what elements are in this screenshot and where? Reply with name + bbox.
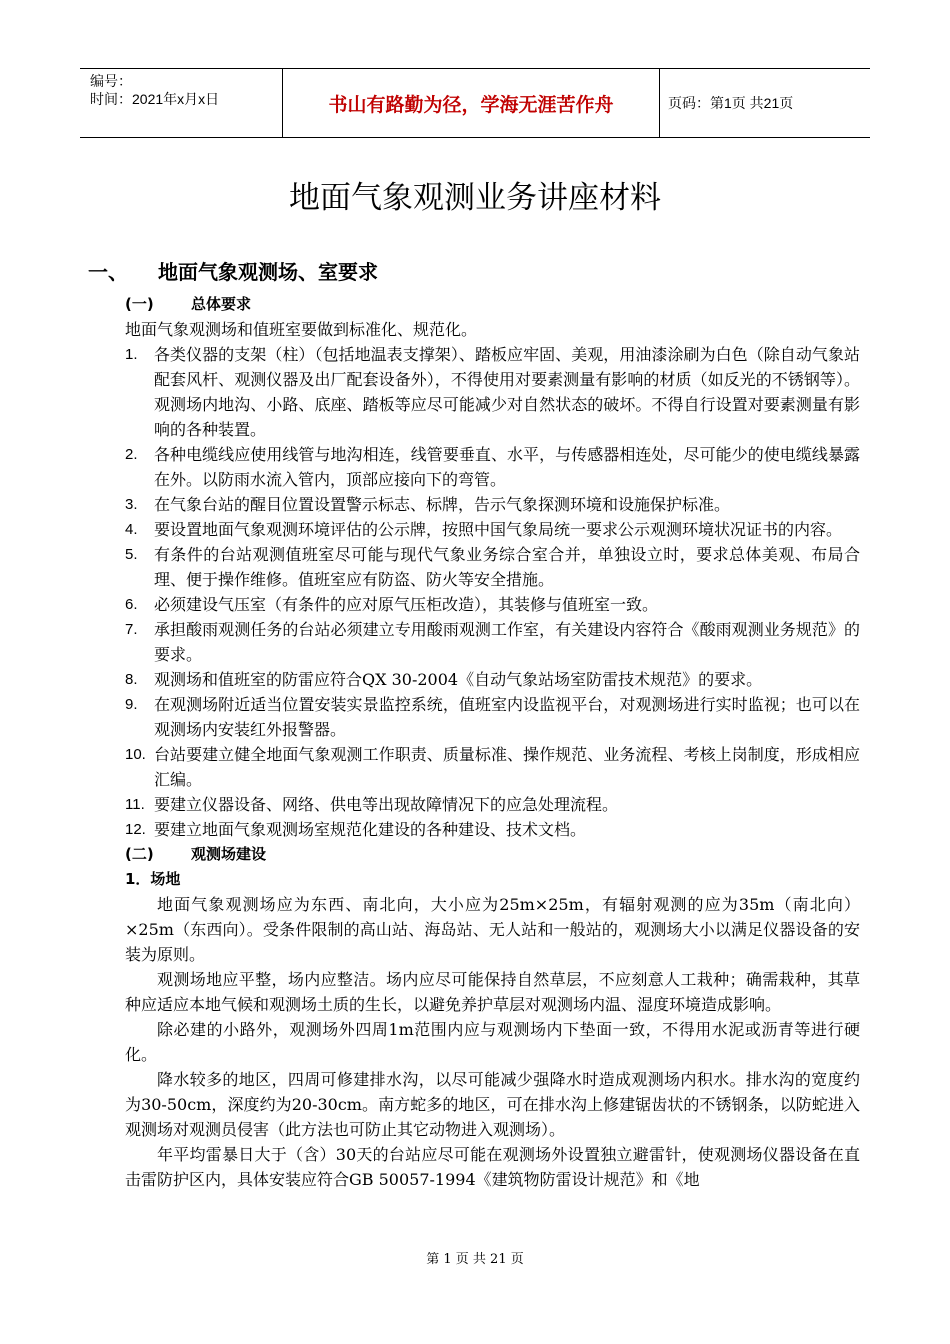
subsection-1-title: 总体要求 xyxy=(191,295,252,313)
body-paragraph: 降水较多的地区，四周可修建排水沟，以尽可能减少强降水时造成观测场内积水。排水沟的宽度约为30-50cm，深度约为20-30cm。南方蛇多的地区，可在排水沟上修建锯齿状的不锈钢条，以防蛇进入观测场对观测员侵害（此方法也可防止其它动物进入观测场）。 xyxy=(125,1070,860,1139)
subsection-2-heading xyxy=(125,842,860,867)
list-item-text: 必须建设气压室（有条件的应对原气压柜改造），其装修与值班室一致。 xyxy=(154,595,659,614)
list-item xyxy=(125,667,860,692)
body-paragraph: 观测场地应平整，场内应整洁。场内应尽可能保持自然草层，不应刻意人工栽种；确需栽种，其草种应适应本地气候和观测场土质的生长，以避免养护草层对观测场内温、湿度环境造成影响。 xyxy=(125,970,860,1014)
list-item-number: 1. xyxy=(125,346,138,363)
list-item-number: 9. xyxy=(125,696,138,713)
list-item xyxy=(125,792,860,817)
section-1-number: 一、 xyxy=(88,260,128,284)
body-paragraph: 地面气象观测场应为东西、南北向，大小应为25m×25m，有辐射观测的应为35m（南北向）×25m（东西向）。受条件限制的高山站、海岛站、无人站和一般站的，观测场大小以满足仪器设备的安装为原则。 xyxy=(125,895,860,964)
list-item xyxy=(125,592,860,617)
list-item-text: 各种电缆线应使用线管与地沟相连，线管要垂直、水平，与传感器相连处，尽可能少的使电缆线暴露在外。以防雨水流入管内，顶部应接向下的弯管。 xyxy=(154,445,860,489)
subsection-2-number: (二) xyxy=(125,845,154,863)
list-item xyxy=(125,817,860,842)
list-item-number: 4. xyxy=(125,521,138,538)
page-footer: 第 1 页 共 21 页 xyxy=(426,1252,524,1267)
list-item-number: 8. xyxy=(125,671,138,688)
list-item-text: 要建立仪器设备、网络、供电等出现故障情况下的应急处理流程。 xyxy=(154,795,619,814)
list-item-number: 7. xyxy=(125,621,138,638)
document-time: 时间：2021年x月x日 xyxy=(90,91,220,107)
subsection-1-intro: 地面气象观测场和值班室要做到标准化、规范化。 xyxy=(125,320,478,339)
list-item-text: 要设置地面气象观测环境评估的公示牌，按照中国气象局统一要求公示观测环境状况证书的内容。 xyxy=(154,520,843,539)
header-motto: 书山有路勤为径，学海无涯苦作舟 xyxy=(328,93,614,116)
list-item-text: 在观测场附近适当位置安装实景监控系统，值班室内设监视平台，对观测场进行实时监视；也可以在观测场内安装红外报警器。 xyxy=(154,695,860,739)
list-item xyxy=(125,517,860,542)
list-item-number: 3. xyxy=(125,496,138,513)
header-meta xyxy=(80,69,282,137)
list-item xyxy=(125,442,860,492)
section-1-title: 地面气象观测场、室要求 xyxy=(158,260,378,284)
list-item xyxy=(125,692,860,742)
requirements-list xyxy=(125,342,860,842)
list-item-number: 11. xyxy=(125,796,145,813)
list-item-text: 承担酸雨观测任务的台站必须建立专用酸雨观测工作室，有关建设内容符合《酸雨观测业务规范》的要求。 xyxy=(154,620,860,664)
document-body xyxy=(125,292,860,1192)
body-paragraph: 除必建的小路外，观测场外四周1m范围内应与观测场内下垫面一致，不得用水泥或沥青等进行硬化。 xyxy=(125,1020,860,1064)
list-item-number: 6. xyxy=(125,596,138,613)
document-number-label: 编号： xyxy=(90,73,132,89)
header-motto-cell xyxy=(282,69,660,137)
header-page-info: 页码：第1页 共21页 xyxy=(668,95,794,111)
list-item-text: 各类仪器的支架（柱）（包括地温表支撑架）、踏板应牢固、美观，用油漆涂刷为白色（除自动气象站配套风杆、观测仪器及出厂配套设备外），不得使用对要素测量有影响的材质（如反光的不锈钢等）。观测场内地沟、小路、底座、踏板等应尽可能减少对自然状态的破坏。不得自行设置对要素测量有影响的各种装置。 xyxy=(154,345,860,439)
list-item-text: 观测场和值班室的防雷应符合QX 30-2004《自动气象站场室防雷技术规范》的要求。 xyxy=(154,670,763,689)
list-item xyxy=(125,342,860,442)
site-heading: 1．场地 xyxy=(125,870,181,888)
list-item xyxy=(125,617,860,667)
subsection-1-heading xyxy=(125,292,860,317)
list-item-text: 在气象台站的醒目位置设置警示标志、标牌，告示气象探测环境和设施保护标准。 xyxy=(154,495,731,514)
list-item-text: 台站要建立健全地面气象观测工作职责、质量标准、操作规范、业务流程、考核上岗制度，形成相应汇编。 xyxy=(154,745,860,789)
list-item-number: 10. xyxy=(125,746,146,763)
section-1-heading xyxy=(88,256,378,285)
list-item xyxy=(125,542,860,592)
list-item-number: 2. xyxy=(125,446,138,463)
subsection-2-title: 观测场建设 xyxy=(191,845,267,863)
list-item-text: 有条件的台站观测值班室尽可能与现代气象业务综合室合并，单独设立时，要求总体美观、布局合理、便于操作维修。值班室应有防盗、防火等安全措施。 xyxy=(154,545,860,589)
list-item-number: 5. xyxy=(125,546,138,563)
list-item xyxy=(125,742,860,792)
subsection-1-number: (一) xyxy=(125,295,154,313)
body-paragraph: 年平均雷暴日大于（含）30天的台站应尽可能在观测场外设置独立避雷针，使观测场仪器设备在直击雷防护区内，具体安装应符合GB 50057-1994《建筑物防雷设计规范》和《地 xyxy=(125,1145,860,1189)
list-item-number: 12. xyxy=(125,821,146,838)
page-header xyxy=(80,68,870,138)
document-title: 地面气象观测业务讲座材料 xyxy=(289,180,661,216)
list-item-text: 要建立地面气象观测场室规范化建设的各种建设、技术文档。 xyxy=(154,820,587,839)
list-item xyxy=(125,492,860,517)
